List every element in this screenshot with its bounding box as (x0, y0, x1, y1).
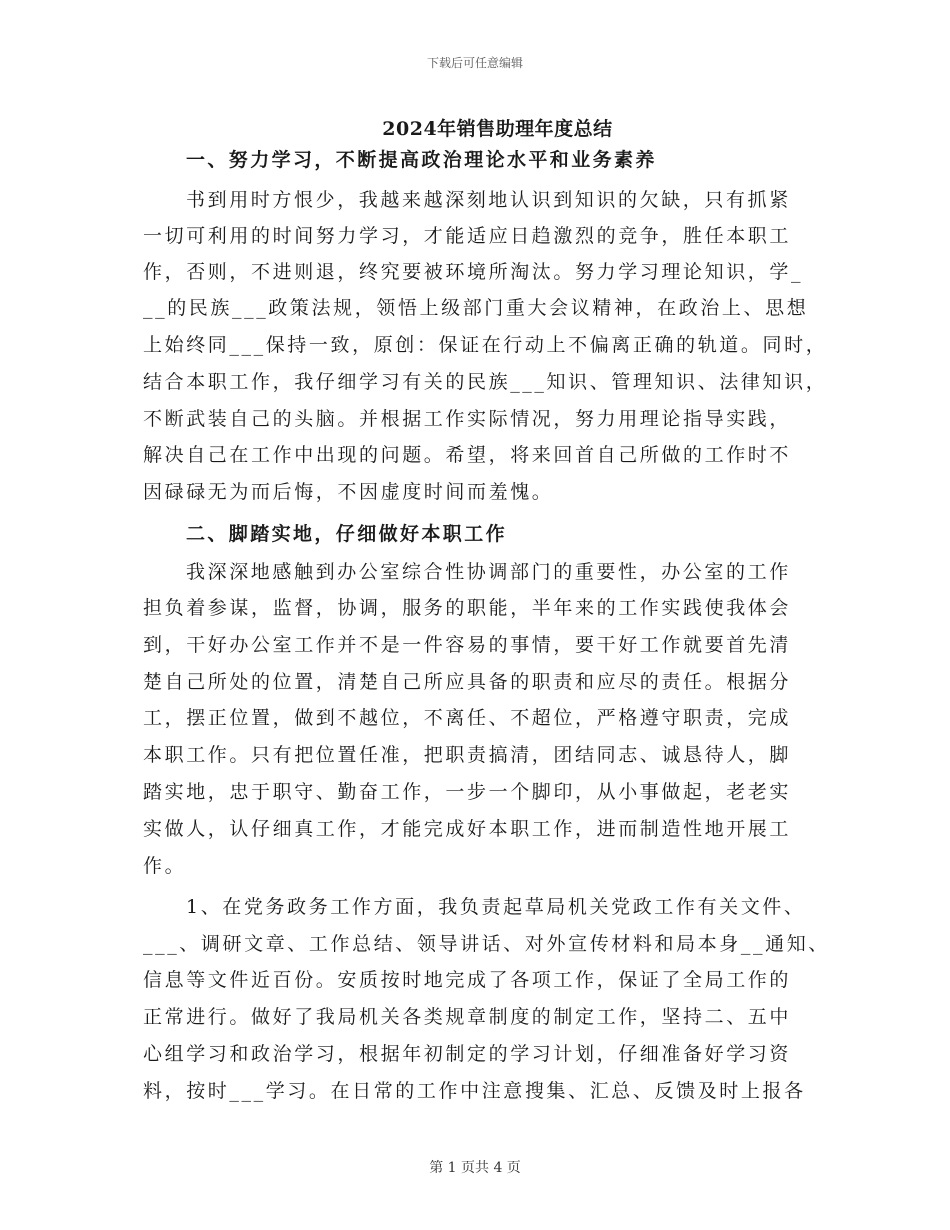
paragraph-line: 1、在党务政务工作方面，我负责起草局机关党政工作有关文件、 (186, 896, 806, 918)
paragraph-line: 本职工作。只有把位置任准，把职责搞清，团结同志、诚恳待人，脚 (143, 744, 792, 766)
paragraph-line: 作，否则，不进则退，终究要被环境所淘汰。努力学习理论知识，学_ (143, 261, 804, 283)
paragraph-line: 踏实地，忠于职守、勤奋工作，一步一个脚印，从小事做起，老老实 (143, 781, 792, 803)
paragraph-line: 楚自己所处的位置，清楚自己所应具备的职责和应尽的责任。根据分 (143, 671, 792, 693)
paragraph-line: 结合本职工作，我仔细学习有关的民族___知识、管理知识、法律知识， (143, 371, 828, 393)
paragraph-line: 解决自己在工作中出现的问题。希望，将来回首自己所做的工作时不 (143, 444, 792, 466)
section-heading: 二、脚踏实地，仔细做好本职工作 (186, 523, 508, 545)
paragraph-line: 工，摆正位置，做到不越位，不离任、不超位，严格遵守职责，完成 (143, 707, 792, 729)
paragraph-line: 料，按时___学习。在日常的工作中注意搜集、汇总、反馈及时上报各 (143, 1080, 806, 1102)
paragraph-line: 不断武装自己的头脑。并根据工作实际情况，努力用理论指导实践， (143, 408, 792, 430)
section-heading: 一、努力学习，不断提高政治理论水平和业务素养 (186, 149, 657, 171)
paragraph-line: 因碌碌无为而后悔，不因虚度时间而羞愧。 (143, 481, 554, 503)
page-footer: 第 1 页共 4 页 (429, 1160, 521, 1176)
page-header: 下载后可任意编辑 (426, 56, 523, 70)
paragraph-line: 正常进行。做好了我局机关各类规章制度的制定工作，坚持二、五中 (143, 1006, 792, 1028)
paragraph-line: 到，干好办公室工作并不是一件容易的事情，要干好工作就要首先清 (143, 634, 792, 656)
paragraph-line: 我深深地感触到办公室综合性协调部门的重要性，办公室的工作 (186, 561, 791, 583)
paragraph-line: 一切可利用的时间努力学习，才能适应日趋激烈的竞争，胜任本职工 (143, 225, 792, 247)
paragraph-line: 心组学习和政治学习，根据年初制定的学习计划，仔细准备好学习资 (143, 1043, 792, 1065)
paragraph-line: 上始终同___保持一致，原创：保证在行动上不偏离正确的轨道。同时， (143, 334, 828, 356)
paragraph-line: 实做人，认仔细真工作，才能完成好本职工作，进而制造性地开展工 (143, 818, 792, 840)
paragraph-line: 书到用时方恨少，我越来越深刻地认识到知识的欠缺，只有抓紧 (186, 189, 791, 211)
paragraph-line: 信息等文件近百份。安质按时地完成了各项工作，保证了全局工作的 (143, 969, 792, 991)
paragraph-line: ___、调研文章、工作总结、领导讲话、对外宣传材料和局本身__通知、 (143, 933, 830, 955)
paragraph-line: 作。 (143, 855, 187, 877)
paragraph-line: 担负着参谋，监督，协调，服务的职能，半年来的工作实践使我体会 (143, 597, 792, 619)
paragraph-line: __的民族___政策法规，领悟上级部门重大会议精神，在政治上、思想 (143, 297, 809, 319)
document-title: 2024年销售助理年度总结 (382, 118, 613, 140)
